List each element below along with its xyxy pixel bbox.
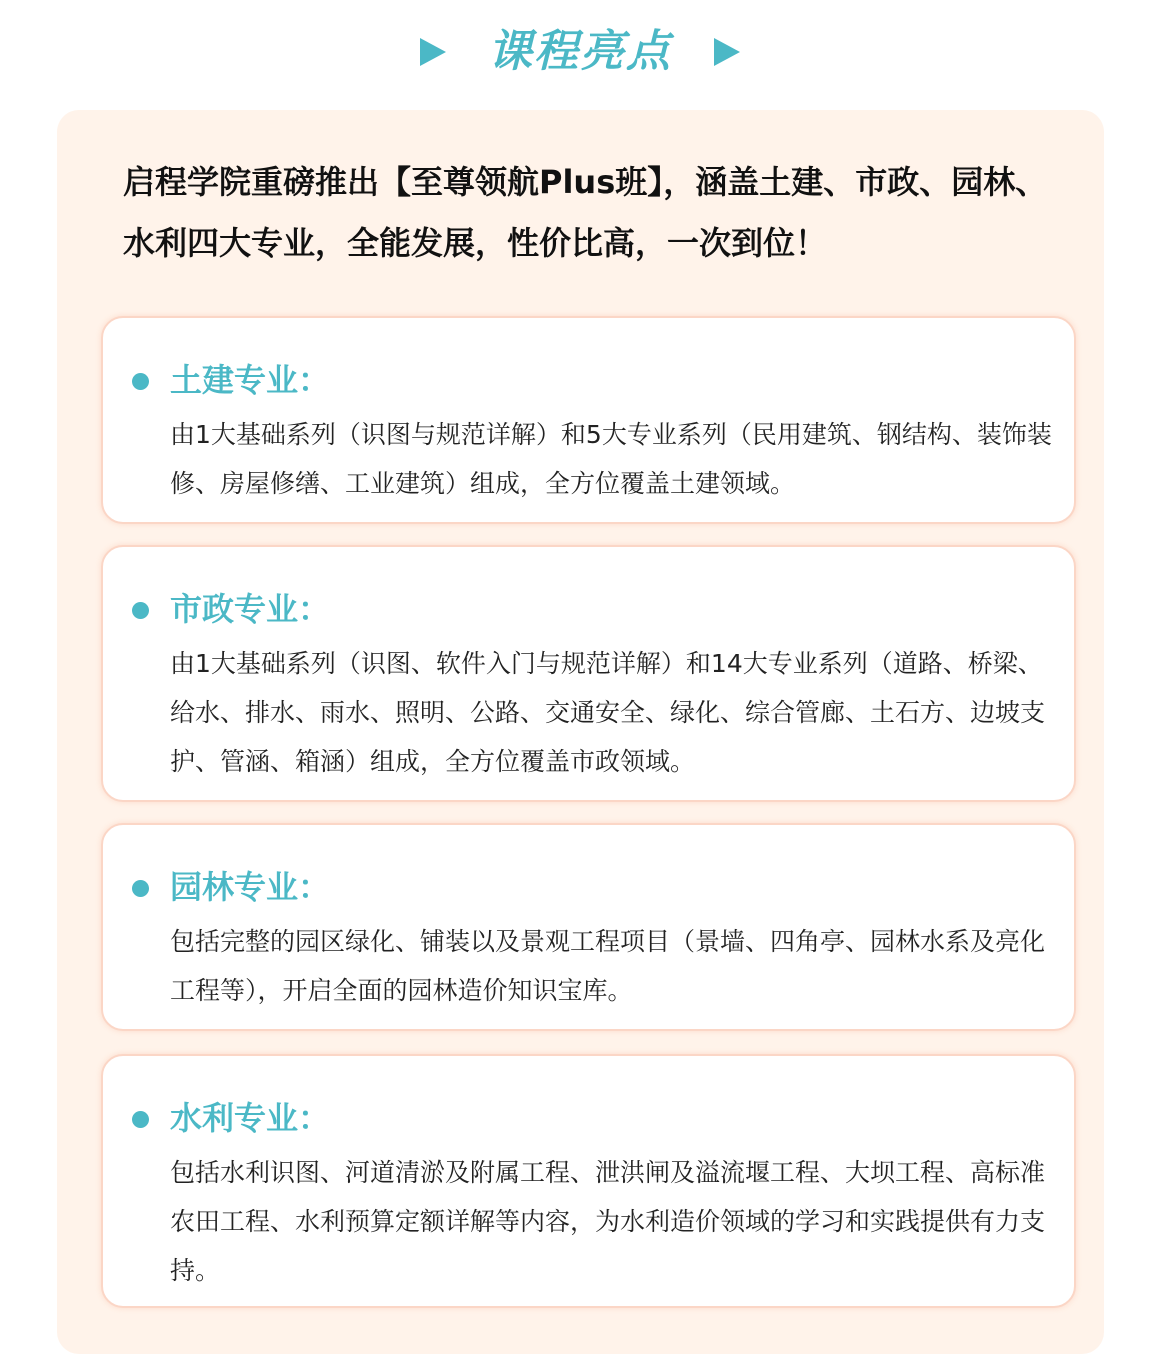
major-description: 由1大基础系列（识图、软件入门与规范详解）和14大专业系列（道路、桥梁、给水、排水、雨水、照明、公路、交通安全、绿化、综合管廊、土石方、边坡支护、管涵、箱涵）组成，全方位覆盖市政领域。	[170, 649, 1046, 776]
major-title: 园林专业：	[170, 868, 331, 906]
major-description: 由1大基础系列（识图与规范详解）和5大专业系列（民用建筑、钢结构、装饰装修、房屋修缮、工业建筑）组成，全方位覆盖土建领域。	[170, 420, 1052, 498]
bullet-dot-icon	[132, 1111, 149, 1128]
major-card-civil	[101, 316, 1076, 524]
major-title: 市政专业：	[170, 590, 331, 628]
bullet-dot-icon	[132, 602, 149, 619]
intro-text: 启程学院重磅推出【至尊领航Plus班】，涵盖土建、市政、园林、水利四大专业，全能发展，性价比高，一次到位！	[123, 163, 1048, 262]
major-title: 水利专业：	[170, 1099, 331, 1137]
major-card-municipal	[101, 545, 1076, 802]
bullet-dot-icon	[132, 880, 149, 897]
section-header	[0, 0, 1160, 104]
major-card-landscape	[101, 823, 1076, 1031]
play-arrow-icon	[714, 38, 740, 66]
section-title: 课程亮点	[488, 26, 672, 77]
major-title: 土建专业：	[170, 361, 331, 399]
major-description: 包括水利识图、河道清淤及附属工程、泄洪闸及溢流堰工程、大坝工程、高标准农田工程、水利预算定额详解等内容，为水利造价领域的学习和实践提供有力支持。	[170, 1158, 1046, 1285]
major-description: 包括完整的园区绿化、铺装以及景观工程项目（景墙、四角亭、园林水系及亮化工程等），开启全面的园林造价知识宝库。	[170, 927, 1046, 1005]
bullet-dot-icon	[132, 373, 149, 390]
play-arrow-icon	[420, 38, 446, 66]
major-card-water	[101, 1054, 1076, 1308]
